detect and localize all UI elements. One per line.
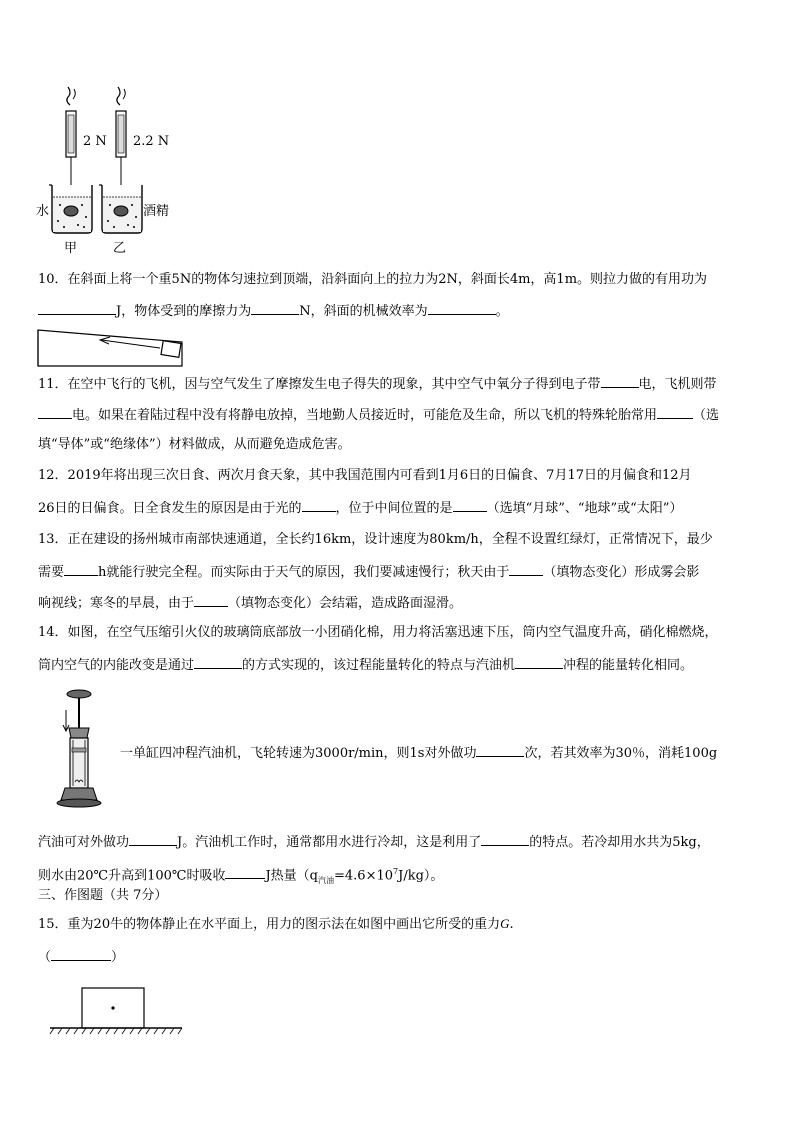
buoyancy-figure <box>30 85 180 255</box>
q10-line-2: J，物体受到的摩擦力为 N，斜面的机械效率为 。 <box>38 301 509 321</box>
fire-syringe-figure <box>55 688 105 812</box>
q14-line-3: 一单缸四冲程汽油机，飞轮转速为3000r/min，则1s对外做功 次，若其效率为30％，消耗100g <box>120 743 717 763</box>
q11-line-3: 填“导体”或“绝缘体”）材料做成，从而避免造成危害。 <box>38 437 351 452</box>
q13-line-3: 响视线；寒冬的早晨，由于 （填物态变化）会结霜，造成路面湿滑。 <box>38 593 462 613</box>
blank[interactable] <box>38 301 116 315</box>
caption-jia: 甲 <box>64 241 78 256</box>
liquid-label-alcohol: 酒精 <box>143 204 170 219</box>
q10-line-1: 10．在斜面上将一个重5N的物体匀速拉到顶端，沿斜面向上的拉力为2N，斜面长4m，高1m。则拉力做的有用功为 <box>38 272 708 287</box>
blank[interactable] <box>515 655 563 669</box>
blank[interactable] <box>51 947 111 961</box>
scale-reading-right: 2.2 N <box>133 134 170 149</box>
blank[interactable] <box>251 301 299 315</box>
blank[interactable] <box>64 562 98 576</box>
blank[interactable] <box>428 301 496 315</box>
q12-line-2: 26日的日偏食。日全食发生的原因是由于光的 ，位于中间位置的是 （选填“月球”、“地球”或“太阳”） <box>38 498 682 518</box>
blank[interactable] <box>302 498 336 512</box>
q11-line-2: 电。如果在着陆过程中没有将静电放掉，当地勤人员接近时，可能危及生命，所以飞机的特殊轮胎常用 （选 <box>38 405 719 425</box>
blank[interactable] <box>476 743 524 757</box>
q13-line-2: 需要 h就能行驶完全程。而实际由于天气的原因，我们要减速慢行；秋天由于 （填物态变化）形成雾会影 <box>38 562 699 582</box>
liquid-label-water: 水 <box>36 204 50 219</box>
q14-line-5: 则水由20℃升高到100℃时吸收 J热量$(q_{汽油}=4.6\times 10^7J/kg)$。 <box>38 867 444 885</box>
q12-line-1: 12．2019年将出现三次日食、两次月食天象，其中我国范围内可看到1月6日的日偏食、7月17日的月偏食和12月 <box>38 468 692 483</box>
blank[interactable] <box>129 832 177 846</box>
q14-line-1: 14．如图，在空气压缩引火仪的玻璃筒底部放一小团硝化棉，用力将活塞迅速下压，筒内空气温度升高，硝化棉燃烧， <box>38 625 718 640</box>
section-heading: 三、作图题（共 7分） <box>38 888 168 903</box>
blank[interactable] <box>194 593 228 607</box>
block-on-ground-figure <box>48 986 186 1040</box>
blank[interactable] <box>194 655 242 669</box>
q15-answer-blank: （ ） <box>38 947 124 967</box>
blank[interactable] <box>601 374 639 388</box>
blank[interactable] <box>225 865 265 879</box>
scale-reading-left: 2 N <box>83 134 107 149</box>
caption-yi: 乙 <box>113 241 127 256</box>
q14-line-4: 汽油可对外做功 J。汽油机工作时，通常都用水进行冷却，这是利用了 的特点。若冷却用水共为5kg， <box>38 832 710 852</box>
q15-line-1: 15．重为20牛的物体静止在水平面上，用力的图示法在如图中画出它所受的重力G. <box>38 916 514 932</box>
blank[interactable] <box>481 832 529 846</box>
blank[interactable] <box>453 498 487 512</box>
q11-line-1: 11．在空中飞行的飞机，因与空气发生了摩擦发生电子得失的现象，其中空气中氧分子得到电子带 电，飞机则带 <box>38 374 717 394</box>
blank[interactable] <box>509 562 543 576</box>
incline-figure <box>36 328 186 370</box>
q14-line-2: 筒内空气的内能改变是通过 的方式实现的，该过程能量转化的特点与汽油机 冲程的能量转化相同。 <box>38 655 693 675</box>
q13-line-1: 13．正在建设的扬州城市南部快速通道，全长约16km，设计速度为80km/h，全程不设置红绿灯，正常情况下，最少 <box>38 532 713 547</box>
blank[interactable] <box>657 405 693 419</box>
blank[interactable] <box>38 405 72 419</box>
